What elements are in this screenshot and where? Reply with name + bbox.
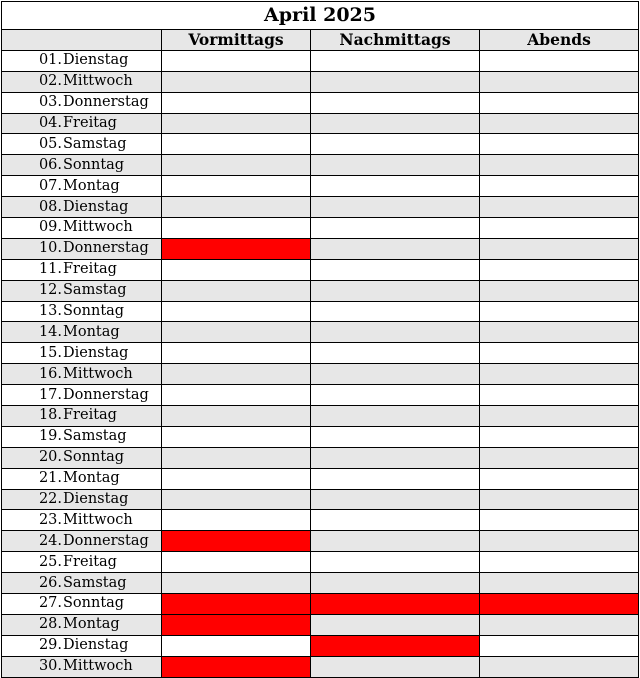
day-name: Dienstag bbox=[63, 491, 129, 508]
nachmittags-cell[interactable] bbox=[311, 113, 480, 134]
day-name: Freitag bbox=[63, 407, 117, 424]
nachmittags-cell[interactable] bbox=[311, 343, 480, 364]
day-label-cell bbox=[2, 301, 162, 322]
day-label-cell bbox=[2, 489, 162, 510]
abends-cell[interactable] bbox=[480, 635, 639, 656]
day-name: Mittwoch bbox=[63, 511, 133, 528]
vormittags-cell[interactable] bbox=[162, 322, 311, 343]
vormittags-cell[interactable] bbox=[162, 176, 311, 197]
day-number: 02. bbox=[38, 73, 62, 90]
vormittags-cell[interactable] bbox=[162, 468, 311, 489]
nachmittags-cell[interactable] bbox=[311, 656, 480, 677]
day-number: 22. bbox=[38, 491, 62, 508]
vormittags-cell[interactable] bbox=[162, 280, 311, 301]
day-label-cell bbox=[2, 573, 162, 594]
table-row bbox=[2, 113, 639, 134]
abends-cell[interactable] bbox=[480, 426, 639, 447]
table-row bbox=[2, 447, 639, 468]
day-number: 03. bbox=[38, 94, 62, 111]
vormittags-cell[interactable] bbox=[162, 635, 311, 656]
day-number: 04. bbox=[38, 115, 62, 131]
day-name: Montag bbox=[63, 323, 120, 340]
day-label-cell bbox=[2, 155, 162, 176]
table-row bbox=[2, 594, 639, 615]
day-label-cell bbox=[2, 92, 162, 113]
day-name: Dienstag bbox=[63, 198, 129, 215]
table-row bbox=[2, 238, 639, 259]
day-name: Freitag bbox=[63, 553, 117, 570]
day-number: 28. bbox=[38, 616, 62, 633]
day-number: 25. bbox=[38, 553, 62, 570]
day-name: Mittwoch bbox=[63, 365, 133, 382]
column-header-day bbox=[2, 30, 162, 51]
day-label-cell bbox=[2, 322, 162, 343]
day-name: Samstag bbox=[63, 282, 127, 299]
day-number: 07. bbox=[38, 177, 62, 194]
day-number: 11. bbox=[38, 261, 62, 278]
table-row bbox=[2, 218, 639, 239]
abends-cell[interactable] bbox=[480, 50, 639, 71]
table-row bbox=[2, 426, 639, 447]
vormittags-cell[interactable] bbox=[162, 343, 311, 364]
vormittags-cell[interactable] bbox=[162, 573, 311, 594]
calendar-table bbox=[1, 1, 639, 678]
day-name: Sonntag bbox=[63, 156, 125, 173]
table-row bbox=[2, 155, 639, 176]
vormittags-cell[interactable] bbox=[162, 447, 311, 468]
day-label-cell bbox=[2, 385, 162, 406]
day-name: Sonntag bbox=[63, 595, 125, 612]
table-row bbox=[2, 176, 639, 197]
day-label-cell bbox=[2, 656, 162, 677]
day-label-cell bbox=[2, 113, 162, 134]
abends-cell[interactable] bbox=[480, 197, 639, 218]
column-header-vormittags: Vormittags bbox=[162, 30, 311, 51]
table-row bbox=[2, 385, 639, 406]
abends-cell[interactable] bbox=[480, 155, 639, 176]
vormittags-cell[interactable] bbox=[162, 552, 311, 573]
nachmittags-cell[interactable] bbox=[311, 92, 480, 113]
nachmittags-cell[interactable] bbox=[311, 218, 480, 239]
day-name: Mittwoch bbox=[63, 73, 133, 90]
table-row bbox=[2, 614, 639, 635]
table-row bbox=[2, 635, 639, 656]
day-label-cell bbox=[2, 238, 162, 259]
abends-cell[interactable] bbox=[480, 301, 639, 322]
day-number: 27. bbox=[38, 595, 62, 612]
table-row bbox=[2, 197, 639, 218]
day-name: Donnerstag bbox=[63, 94, 149, 111]
day-name: Freitag bbox=[63, 115, 117, 131]
day-number: 09. bbox=[38, 219, 62, 236]
abends-cell[interactable] bbox=[480, 594, 639, 615]
nachmittags-cell[interactable] bbox=[311, 385, 480, 406]
day-label-cell bbox=[2, 406, 162, 427]
day-label-cell bbox=[2, 426, 162, 447]
abends-cell[interactable] bbox=[480, 218, 639, 239]
nachmittags-cell[interactable] bbox=[311, 531, 480, 552]
vormittags-cell[interactable] bbox=[162, 510, 311, 531]
day-label-cell bbox=[2, 364, 162, 385]
column-header-nachmittags: Nachmittags bbox=[311, 30, 480, 51]
vormittags-cell[interactable] bbox=[162, 92, 311, 113]
vormittags-cell[interactable] bbox=[162, 113, 311, 134]
table-row bbox=[2, 259, 639, 280]
column-header-abends: Abends bbox=[480, 30, 639, 51]
day-label-cell bbox=[2, 614, 162, 635]
nachmittags-cell[interactable] bbox=[311, 635, 480, 656]
calendar-title: April 2025 bbox=[2, 2, 639, 30]
day-number: 29. bbox=[38, 637, 62, 654]
table-row bbox=[2, 92, 639, 113]
day-label-cell bbox=[2, 259, 162, 280]
abends-cell[interactable] bbox=[480, 489, 639, 510]
nachmittags-cell[interactable] bbox=[311, 594, 480, 615]
day-name: Dienstag bbox=[63, 344, 129, 361]
vormittags-cell[interactable] bbox=[162, 259, 311, 280]
nachmittags-cell[interactable] bbox=[311, 510, 480, 531]
day-label-cell bbox=[2, 176, 162, 197]
nachmittags-cell[interactable] bbox=[311, 280, 480, 301]
table-row bbox=[2, 406, 639, 427]
table-row bbox=[2, 489, 639, 510]
day-label-cell bbox=[2, 531, 162, 552]
day-number: 12. bbox=[38, 282, 62, 299]
abends-cell[interactable] bbox=[480, 531, 639, 552]
day-number: 05. bbox=[38, 135, 62, 152]
table-row bbox=[2, 134, 639, 155]
day-number: 15. bbox=[38, 344, 62, 361]
day-number: 01. bbox=[38, 52, 62, 69]
nachmittags-cell[interactable] bbox=[311, 406, 480, 427]
vormittags-cell[interactable] bbox=[162, 406, 311, 427]
table-row bbox=[2, 364, 639, 385]
nachmittags-cell[interactable] bbox=[311, 50, 480, 71]
abends-cell[interactable] bbox=[480, 406, 639, 427]
nachmittags-cell[interactable] bbox=[311, 301, 480, 322]
vormittags-cell[interactable] bbox=[162, 71, 311, 92]
day-label-cell bbox=[2, 343, 162, 364]
abends-cell[interactable] bbox=[480, 322, 639, 343]
table-row bbox=[2, 322, 639, 343]
day-label-cell bbox=[2, 197, 162, 218]
table-row bbox=[2, 343, 639, 364]
day-name: Freitag bbox=[63, 261, 117, 278]
day-name: Montag bbox=[63, 470, 120, 487]
nachmittags-cell[interactable] bbox=[311, 573, 480, 594]
day-name: Donnerstag bbox=[63, 386, 149, 403]
nachmittags-cell[interactable] bbox=[311, 155, 480, 176]
abends-cell[interactable] bbox=[480, 92, 639, 113]
abends-cell[interactable] bbox=[480, 280, 639, 301]
day-name: Dienstag bbox=[63, 52, 129, 69]
abends-cell[interactable] bbox=[480, 238, 639, 259]
day-label-cell bbox=[2, 71, 162, 92]
abends-cell[interactable] bbox=[480, 134, 639, 155]
day-number: 14. bbox=[38, 323, 62, 340]
abends-cell[interactable] bbox=[480, 385, 639, 406]
abends-cell[interactable] bbox=[480, 364, 639, 385]
day-label-cell bbox=[2, 447, 162, 468]
nachmittags-cell[interactable] bbox=[311, 426, 480, 447]
table-row bbox=[2, 656, 639, 677]
vormittags-cell[interactable] bbox=[162, 155, 311, 176]
nachmittags-cell[interactable] bbox=[311, 176, 480, 197]
day-label-cell bbox=[2, 280, 162, 301]
nachmittags-cell[interactable] bbox=[311, 238, 480, 259]
day-label-cell bbox=[2, 218, 162, 239]
nachmittags-cell[interactable] bbox=[311, 71, 480, 92]
abends-cell[interactable] bbox=[480, 614, 639, 635]
day-name: Sonntag bbox=[63, 303, 125, 320]
vormittags-cell[interactable] bbox=[162, 364, 311, 385]
nachmittags-cell[interactable] bbox=[311, 197, 480, 218]
day-rows bbox=[2, 50, 639, 677]
day-label-cell bbox=[2, 635, 162, 656]
day-name: Samstag bbox=[63, 135, 127, 152]
day-number: 10. bbox=[38, 240, 62, 257]
table-row bbox=[2, 552, 639, 573]
abends-cell[interactable] bbox=[480, 176, 639, 197]
day-name: Samstag bbox=[63, 428, 127, 445]
nachmittags-cell[interactable] bbox=[311, 364, 480, 385]
vormittags-cell[interactable] bbox=[162, 197, 311, 218]
vormittags-cell[interactable] bbox=[162, 614, 311, 635]
nachmittags-cell[interactable] bbox=[311, 552, 480, 573]
day-name: Montag bbox=[63, 177, 120, 194]
abends-cell[interactable] bbox=[480, 656, 639, 677]
nachmittags-cell[interactable] bbox=[311, 134, 480, 155]
day-label-cell bbox=[2, 594, 162, 615]
abends-cell[interactable] bbox=[480, 468, 639, 489]
table-row bbox=[2, 468, 639, 489]
vormittags-cell[interactable] bbox=[162, 531, 311, 552]
day-name: Donnerstag bbox=[63, 532, 149, 549]
day-number: 16. bbox=[38, 365, 62, 382]
abends-cell[interactable] bbox=[480, 113, 639, 134]
abends-cell[interactable] bbox=[480, 71, 639, 92]
vormittags-cell[interactable] bbox=[162, 301, 311, 322]
day-number: 23. bbox=[38, 511, 62, 528]
vormittags-cell[interactable] bbox=[162, 218, 311, 239]
vormittags-cell[interactable] bbox=[162, 426, 311, 447]
day-number: 17. bbox=[38, 386, 62, 403]
table-row bbox=[2, 510, 639, 531]
nachmittags-cell[interactable] bbox=[311, 447, 480, 468]
day-number: 18. bbox=[38, 407, 62, 424]
nachmittags-cell[interactable] bbox=[311, 614, 480, 635]
day-label-cell bbox=[2, 552, 162, 573]
abends-cell[interactable] bbox=[480, 573, 639, 594]
nachmittags-cell[interactable] bbox=[311, 322, 480, 343]
vormittags-cell[interactable] bbox=[162, 238, 311, 259]
vormittags-cell[interactable] bbox=[162, 594, 311, 615]
day-number: 24. bbox=[38, 532, 62, 549]
abends-cell[interactable] bbox=[480, 447, 639, 468]
day-name: Samstag bbox=[63, 574, 127, 591]
day-name: Mittwoch bbox=[63, 219, 133, 236]
day-name: Donnerstag bbox=[63, 240, 149, 257]
day-number: 19. bbox=[38, 428, 62, 445]
day-label-cell bbox=[2, 510, 162, 531]
vormittags-cell[interactable] bbox=[162, 50, 311, 71]
day-number: 13. bbox=[38, 303, 62, 320]
nachmittags-cell[interactable] bbox=[311, 489, 480, 510]
abends-cell[interactable] bbox=[480, 552, 639, 573]
vormittags-cell[interactable] bbox=[162, 134, 311, 155]
table-row bbox=[2, 531, 639, 552]
day-number: 20. bbox=[38, 449, 62, 466]
day-name: Mittwoch bbox=[63, 658, 133, 675]
day-number: 08. bbox=[38, 198, 62, 215]
day-label-cell bbox=[2, 468, 162, 489]
day-label-cell bbox=[2, 134, 162, 155]
day-number: 06. bbox=[38, 156, 62, 173]
table-row bbox=[2, 280, 639, 301]
day-number: 21. bbox=[38, 470, 62, 487]
vormittags-cell[interactable] bbox=[162, 385, 311, 406]
abends-cell[interactable] bbox=[480, 343, 639, 364]
day-number: 26. bbox=[38, 574, 62, 591]
nachmittags-cell[interactable] bbox=[311, 468, 480, 489]
day-number: 30. bbox=[38, 658, 62, 675]
table-row bbox=[2, 301, 639, 322]
table-row bbox=[2, 573, 639, 594]
table-row bbox=[2, 50, 639, 71]
nachmittags-cell[interactable] bbox=[311, 259, 480, 280]
day-name: Sonntag bbox=[63, 449, 125, 466]
abends-cell[interactable] bbox=[480, 510, 639, 531]
table-row bbox=[2, 71, 639, 92]
day-label-cell bbox=[2, 50, 162, 71]
day-name: Dienstag bbox=[63, 637, 129, 654]
vormittags-cell[interactable] bbox=[162, 656, 311, 677]
abends-cell[interactable] bbox=[480, 259, 639, 280]
day-name: Montag bbox=[63, 616, 120, 633]
vormittags-cell[interactable] bbox=[162, 489, 311, 510]
